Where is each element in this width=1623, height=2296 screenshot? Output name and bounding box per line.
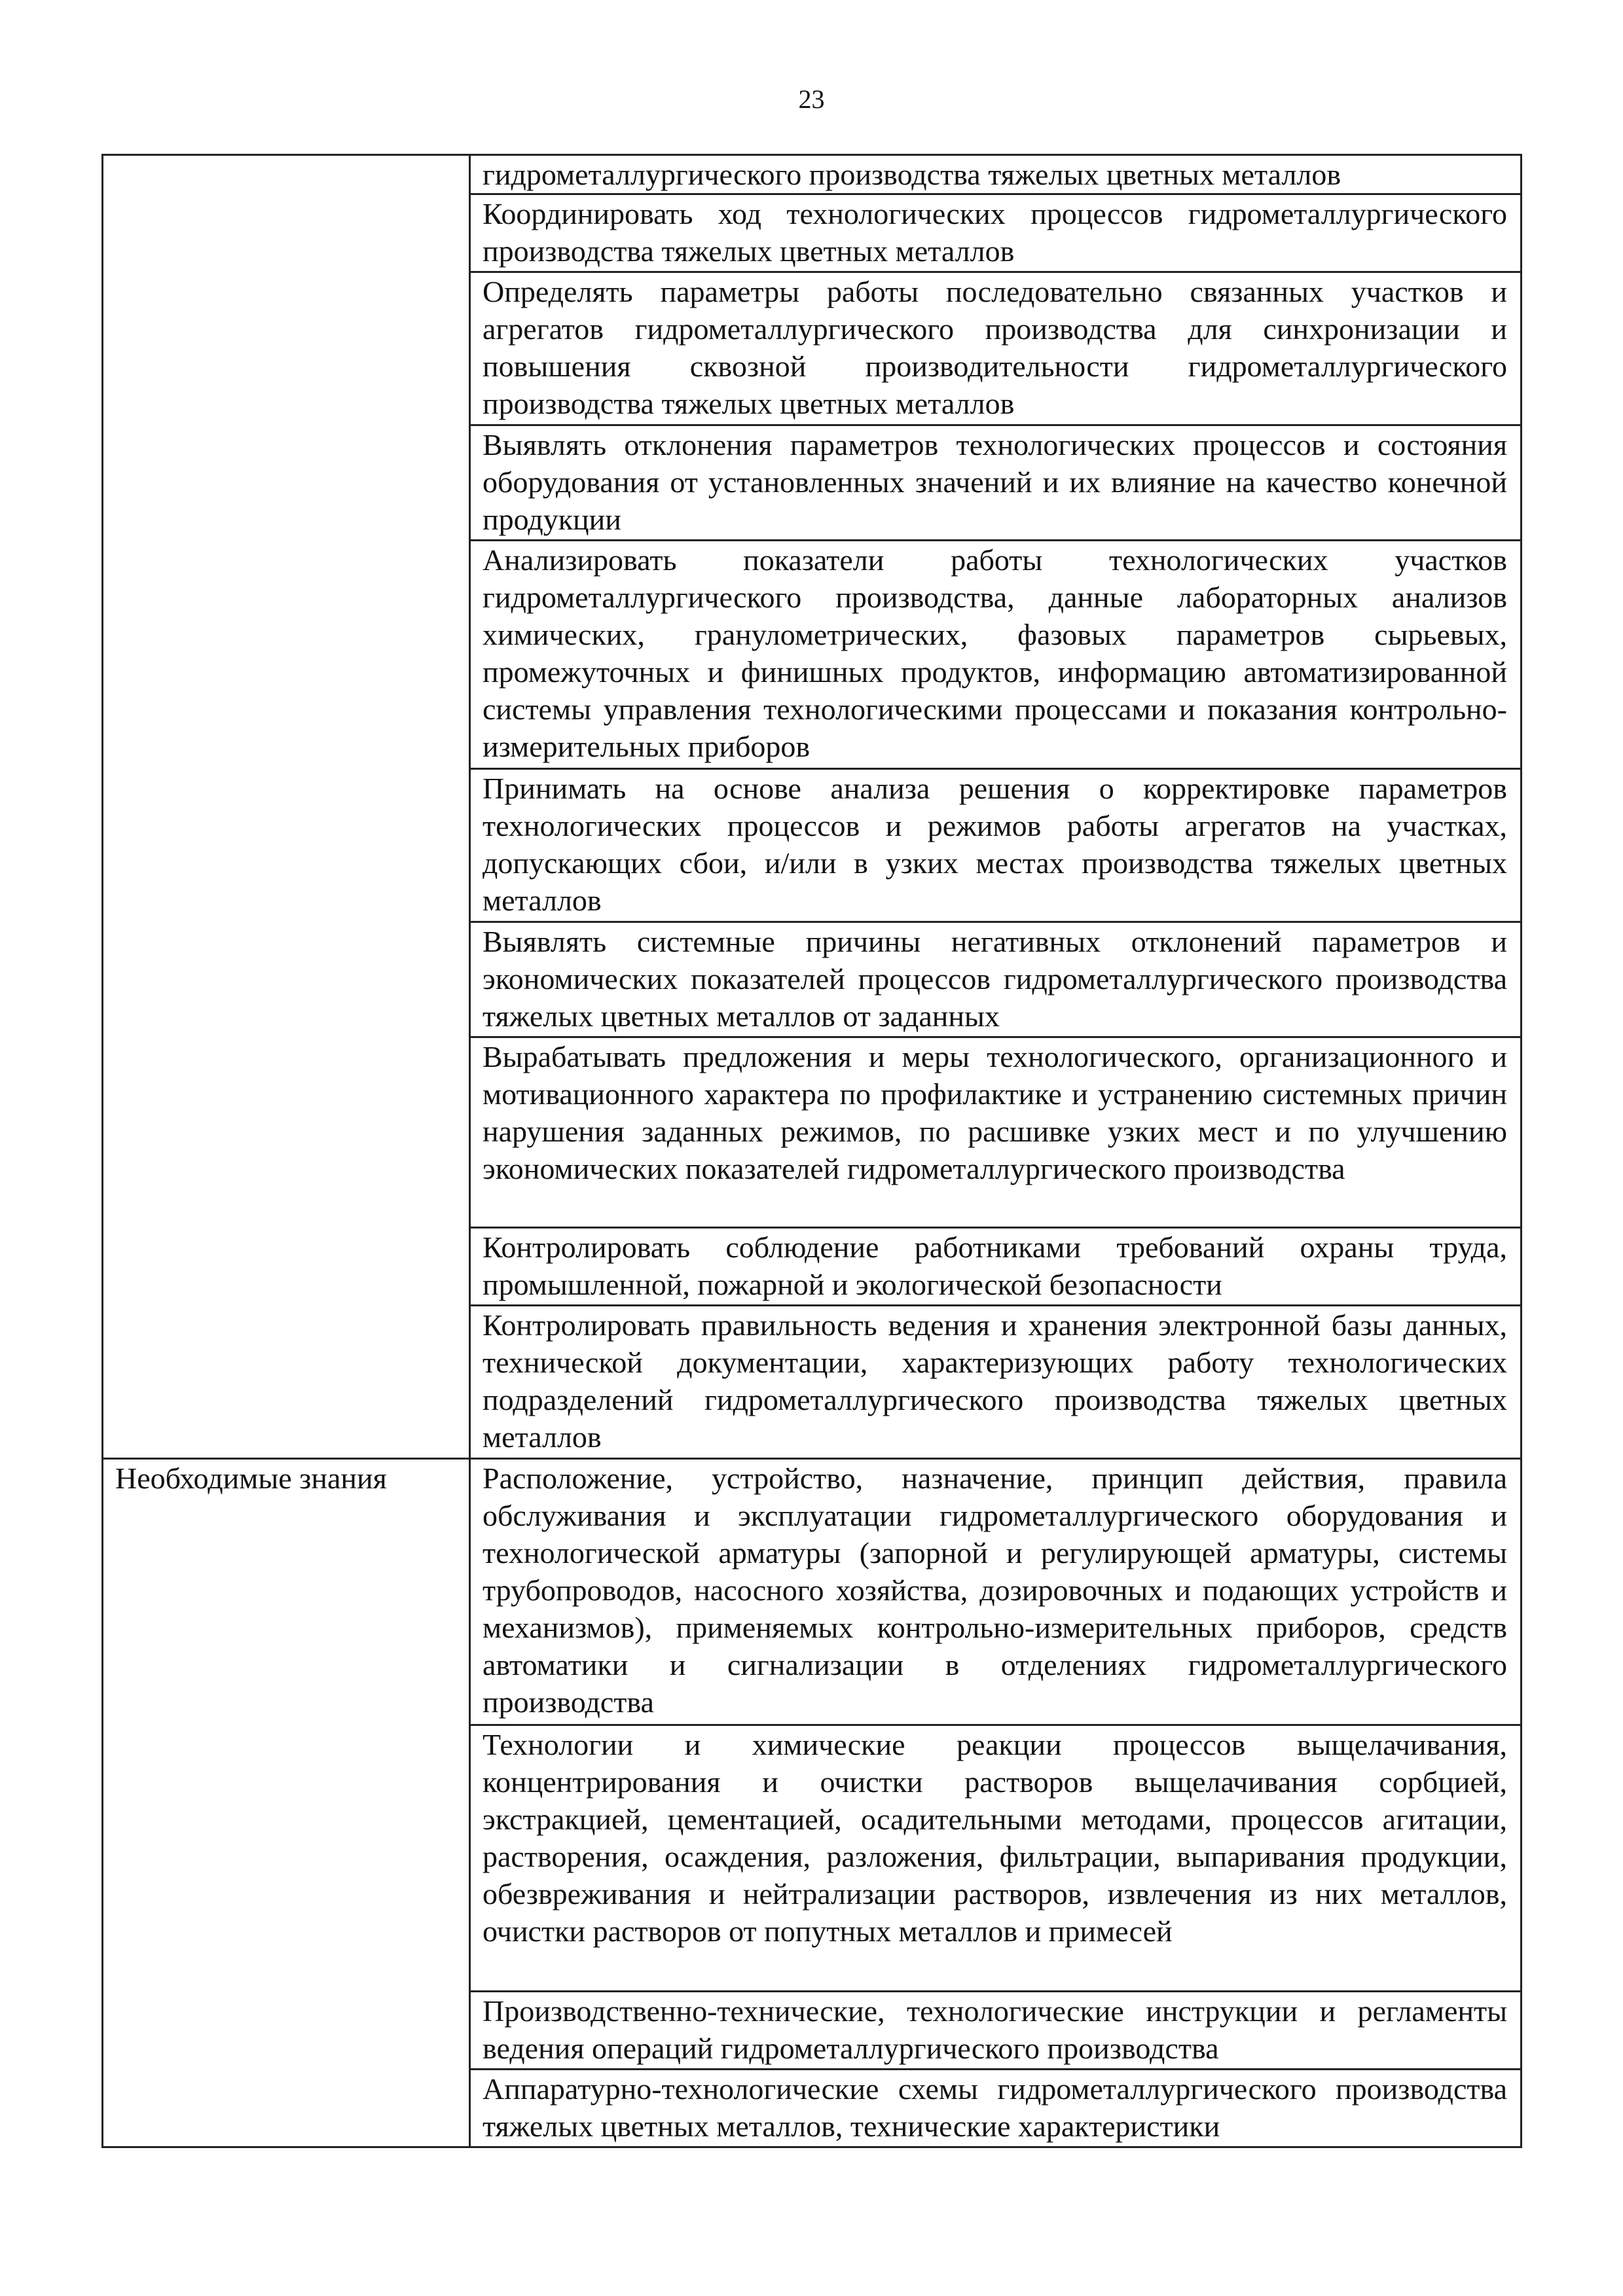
skill-item: Определять параметры работы последовательно связанных участков и агрегатов гидрометаллургического производства для синхронизации и повышения сквозной производительности гидрометаллургического производства тяжелых цветных металлов [470, 272, 1522, 425]
knowledge-item: Расположение, устройство, назначение, принцип действия, правила обслуживания и эксплуатации гидрометаллургического оборудования и технологической арматуры (запорной и регулирующей арматуры, системы трубопроводов, насосного хозяйства, дозировочных и подающих устройств и механизмов), применяемых контрольно-измерительных приборов, средств автоматики и сигнализации в отделениях гидрометаллургического производства [470, 1459, 1522, 1725]
knowledge-item: Производственно-технические, технологические инструкции и регламенты ведения операций гидрометаллургического производства [470, 1992, 1522, 2070]
skill-item: Координировать ход технологических процессов гидрометаллургического производства тяжелых цветных металлов [470, 194, 1522, 272]
knowledge-item: Аппаратурно-технологические схемы гидрометаллургического производства тяжелых цветных металлов, технические характеристики [470, 2070, 1522, 2147]
skill-item: Выявлять системные причины негативных отклонений параметров и экономических показателей процессов гидрометаллургического производства тяжелых цветных металлов от заданных [470, 922, 1522, 1037]
skill-item: гидрометаллургического производства тяжелых цветных металлов [470, 155, 1522, 194]
skill-item: Контролировать соблюдение работниками требований охраны труда, промышленной, пожарной и экологической безопасности [470, 1228, 1522, 1306]
skill-item: Анализировать показатели работы технологических участков гидрометаллургического производства, данные лабораторных анализов химических, гранулометрических, фазовых параметров сырьевых, промежуточных и финишных продуктов, информацию автоматизированной системы управления технологическими процессами и показания контрольно-измерительных приборов [470, 541, 1522, 769]
table-row [103, 1459, 1522, 1725]
table-row [103, 155, 1522, 194]
skill-item: Вырабатывать предложения и меры технологического, организационного и мотивационного характера по профилактике и устранению системных причин нарушения заданных режимов, по расшивке узких мест и по улучшению экономических показателей гидрометаллургического производства [470, 1037, 1522, 1228]
skill-item: Принимать на основе анализа решения о корректировке параметров технологических процессов и режимов работы агрегатов на участках, допускающих сбои, и/или в узких местах производства тяжелых цветных металлов [470, 769, 1522, 922]
knowledge-label: Необходимые знания [103, 1459, 470, 2147]
page-number: 23 [798, 84, 825, 114]
skill-item: Выявлять отклонения параметров технологических процессов и состояния оборудования от установленных значений и их влияние на качество конечной продукции [470, 425, 1522, 541]
knowledge-item: Технологии и химические реакции процессов выщелачивания, концентрирования и очистки растворов выщелачивания сорбцией, экстракцией, цементацией, осадительными методами, процессов агитации, растворения, осаждения, разложения, фильтрации, выпаривания продукции, обезвреживания и нейтрализации растворов, извлечения из них металлов, очистки растворов от попутных металлов и примесей [470, 1725, 1522, 1992]
skills-label-cell [103, 155, 470, 1459]
skill-item: Контролировать правильность ведения и хранения электронной базы данных, технической документации, характеризующих работу технологических подразделений гидрометаллургического производства тяжелых цветных металлов [470, 1306, 1522, 1459]
competency-table [101, 154, 1522, 2148]
